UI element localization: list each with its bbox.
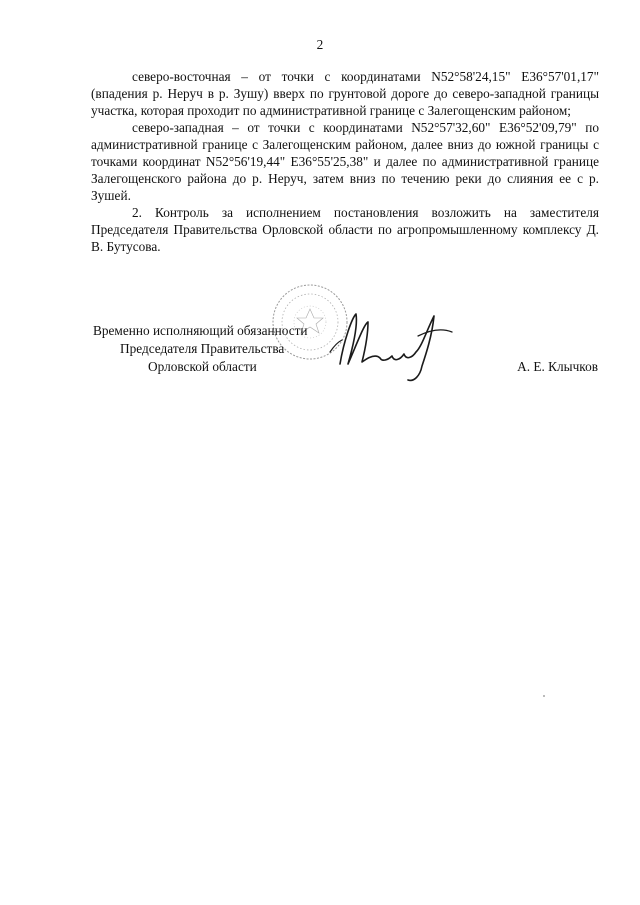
signatory-position-line-1: Временно исполняющий обязанности (93, 323, 308, 338)
signature-block (0, 322, 640, 392)
scan-artifact (543, 695, 545, 697)
signatory-position-line-2: Председателя Правительства (120, 341, 285, 356)
page-number: 2 (316, 37, 324, 52)
document-body (91, 68, 599, 255)
paragraph-northwest-boundary: северо-западная – от точки с координатами N52°57'32,60" E36°52'09,79" по административной границе с Залегощенским районом, далее вниз до южной границы с точками координат N52°56'19,44" E36°55'25,38" и далее по административной границе Залегощенского района до р. Неруч, затем вниз по течению реки до слияния ее с р. Зушей. (91, 120, 599, 203)
handwritten-signature-icon (322, 306, 462, 386)
signatory-name: А. Е. Клычков (517, 359, 598, 374)
signatory-position-line-3: Орловской области (148, 359, 257, 374)
paragraph-northeast-boundary: северо-восточная – от точки с координатами N52°58'24,15" E36°57'01,17" (впадения р. Неруч в р. Зушу) вверх по грунтовой дороге до северо-западной границы участка, которая проходит по административной границе с Залегощенским районом; (91, 69, 599, 118)
paragraph-control-clause: 2. Контроль за исполнением постановления возложить на заместителя Председателя Правительства Орловской области по агропромышленному комплексу Д. В. Бутусова. (91, 205, 599, 254)
